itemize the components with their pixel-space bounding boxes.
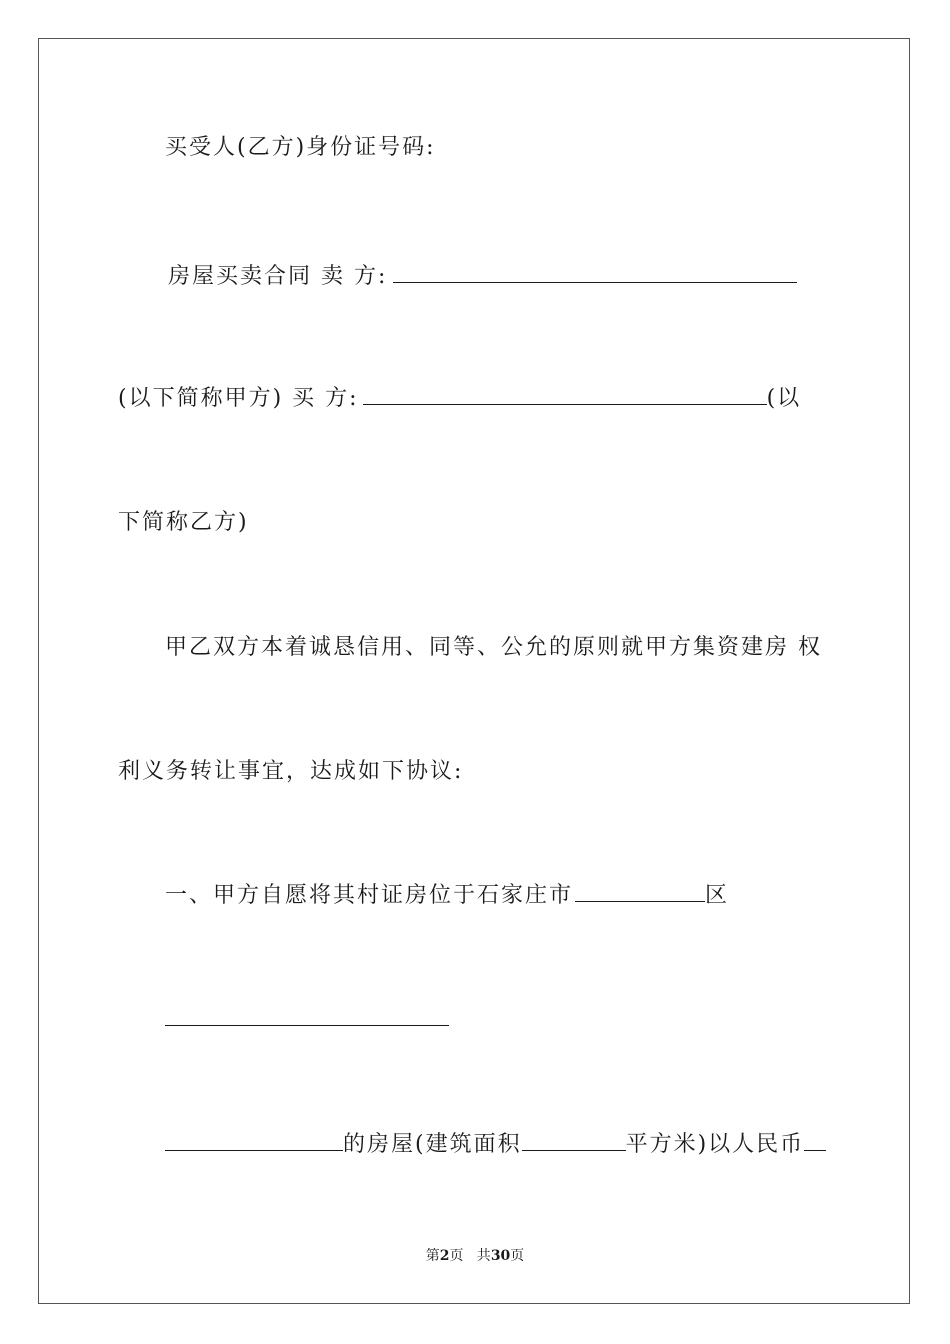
buyer-id-line: [165, 133, 436, 163]
buyer-blank[interactable]: [363, 384, 767, 405]
seller-label: 房屋买卖合同 卖 方:: [168, 264, 388, 289]
area-blank[interactable]: [522, 1130, 626, 1151]
buyer-label: (以下简称甲方) 买 方:: [118, 386, 359, 411]
buyer-tail: (以: [766, 386, 802, 411]
agreement-text: 利义务转让事宜，达成如下协议:: [118, 759, 464, 784]
buyer-id-label: 买受人(乙方)身份证号码:: [165, 135, 436, 160]
seller-line: [168, 262, 797, 292]
agreement-line: [118, 757, 463, 787]
footer-total-pages: 30: [490, 1248, 511, 1264]
buyer-abbrev-line: [118, 508, 249, 538]
footer-mid: 页 共: [449, 1248, 491, 1264]
address-line: [165, 1005, 449, 1035]
property-line: [165, 1130, 826, 1160]
page-footer: [0, 1246, 950, 1266]
clause-one-line: [165, 881, 729, 911]
footer-current-page: 2: [439, 1248, 450, 1264]
district-suffix: 区: [705, 883, 730, 908]
price-blank[interactable]: [804, 1130, 826, 1151]
footer-suffix: 页: [510, 1248, 525, 1264]
principle-line: [165, 633, 822, 663]
page-frame: [38, 38, 910, 1304]
address-blank[interactable]: [165, 1005, 449, 1026]
district-blank[interactable]: [575, 881, 705, 902]
price-label: 平方米)以人民币: [625, 1132, 805, 1157]
buyer-abbrev-text: 下简称乙方): [118, 510, 249, 535]
property-area-label: 的房屋(建筑面积: [343, 1132, 522, 1157]
footer-prefix: 第: [425, 1248, 440, 1264]
principle-text: 甲乙双方本着诚恳信用、同等、公允的原则就甲方集资建房 权: [165, 635, 822, 660]
property-blank[interactable]: [165, 1130, 343, 1151]
buyer-line: [118, 384, 801, 414]
seller-blank[interactable]: [393, 262, 797, 283]
clause-one-label: 一、甲方自愿将其村证房位于石家庄市: [165, 883, 574, 908]
